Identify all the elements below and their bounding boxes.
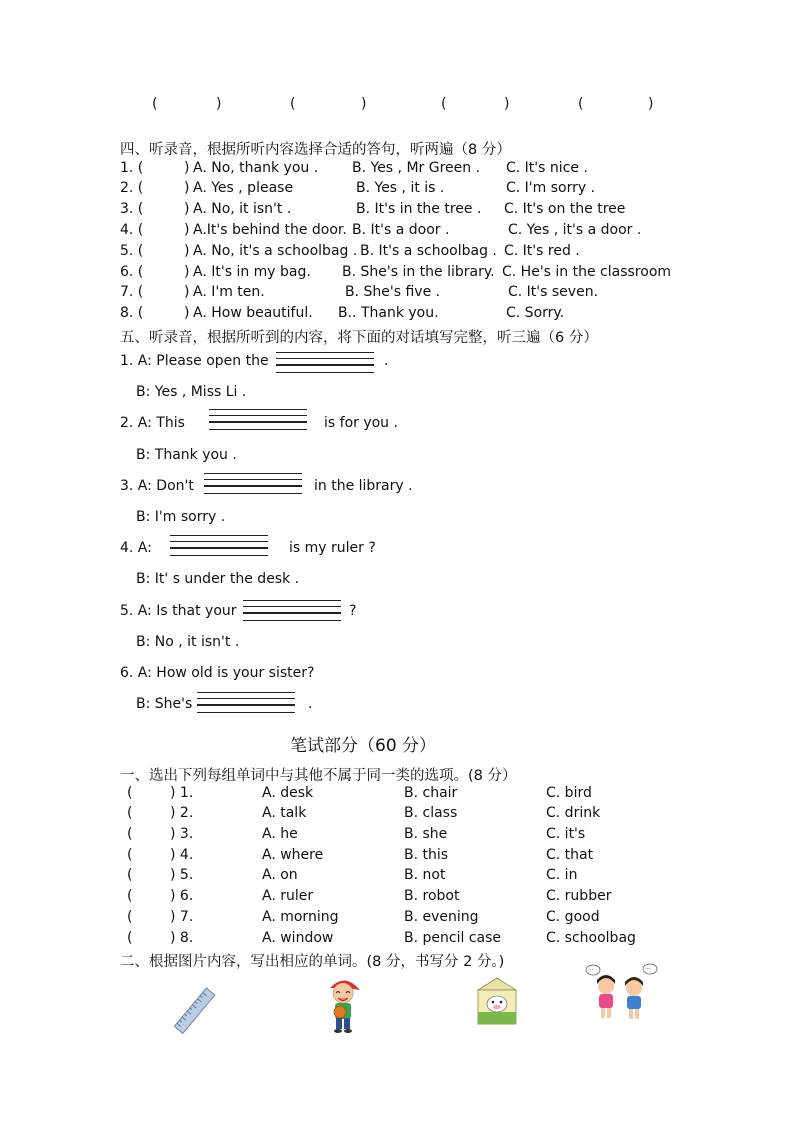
- dialog-1-b: B: Yes , Miss Li .: [136, 384, 247, 400]
- dialog-1-a: 1. A: Please open the: [120, 353, 269, 369]
- dialog-6-b: B: She's: [136, 696, 193, 712]
- section5-heading: 五、听录音，根据所听到的内容，将下面的对话填写完整，听三遍（6 分）: [120, 330, 598, 346]
- paren-close-2: ): [361, 96, 367, 112]
- section1-heading: 一、选出下列每组单词中与其他不属于同一类的选项。(8 分）: [120, 768, 517, 784]
- section4-heading: 四、听录音，根据所听内容选择合适的答句，听两遍（8 分）: [120, 142, 511, 158]
- section2-heading: 二、根据图片内容，写出相应的单词。(8 分，书写分 2 分。): [120, 954, 505, 970]
- ruler-picture: [172, 986, 218, 1036]
- dialog-4-b: B: It' s under the desk .: [136, 571, 300, 587]
- dialog-3-a: 3. A: Don't: [120, 478, 194, 494]
- writing-lines[interactable]: [209, 409, 307, 431]
- dialog-3-b: B: I'm sorry .: [136, 509, 226, 525]
- paren-open-1: (: [152, 96, 158, 112]
- two-girls-talking-picture: [584, 962, 660, 1024]
- writing-lines[interactable]: [276, 352, 374, 374]
- paren-close-4: ): [648, 96, 654, 112]
- writing-lines[interactable]: [204, 473, 302, 495]
- writing-lines[interactable]: [243, 600, 341, 622]
- svg-text:···: ···: [645, 966, 651, 973]
- dialog-2-b: B: Thank you .: [136, 447, 237, 463]
- dialog-4-a: 4. A:: [120, 540, 152, 556]
- dialog-5-a: 5. A: Is that your: [120, 603, 237, 619]
- dialog-6-a: 6. A: How old is your sister?: [120, 665, 315, 681]
- boy-with-ball-picture: [326, 974, 360, 1034]
- svg-text:···: ···: [588, 967, 594, 974]
- paren-close-1: ): [216, 96, 222, 112]
- written-part-title: 笔试部分（60 分）: [290, 736, 437, 756]
- paren-close-3: ): [504, 96, 510, 112]
- dialog-2-a: 2. A: This: [120, 415, 185, 431]
- paren-open-2: (: [290, 96, 296, 112]
- paren-open-3: (: [441, 96, 447, 112]
- writing-lines[interactable]: [170, 535, 268, 557]
- paren-open-4: (: [578, 96, 584, 112]
- writing-lines[interactable]: [197, 692, 295, 714]
- dialog-5-b: B: No , it isn't .: [136, 634, 240, 650]
- milk-carton-picture: [472, 974, 522, 1028]
